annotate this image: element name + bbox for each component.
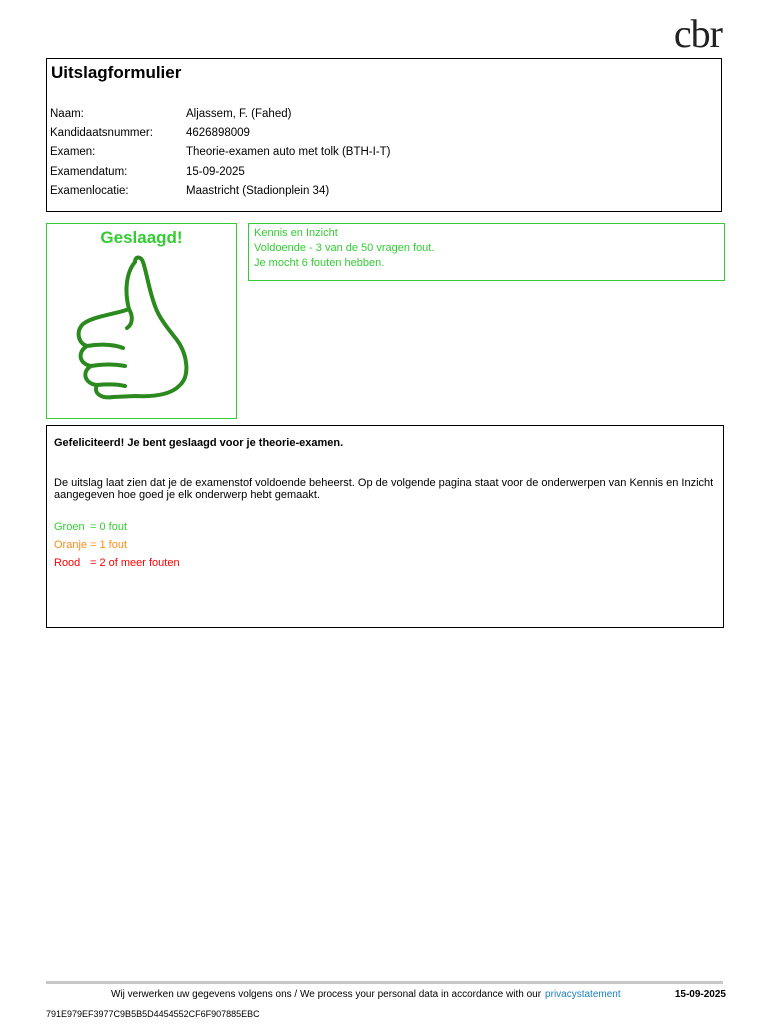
candidate-info-box bbox=[46, 58, 722, 212]
kennis-allowed: Je mocht 6 fouten hebben. bbox=[254, 257, 385, 269]
message-body: De uitslag laat zien dat je de examenstof voldoende beheerst. Op de volgende pagina staat voor de onderwerpen van Kennis en Inzicht aangegeven hoe goed je elk onderwerp hebt gemaakt. bbox=[54, 477, 714, 501]
info-label: Examen: bbox=[50, 146, 96, 158]
legend-item-rood bbox=[54, 557, 180, 569]
document-hash: 791E979EF3977C9B5B5D4454552CF6F907885EBC bbox=[46, 1009, 260, 1019]
cbr-logo: cbr bbox=[673, 11, 722, 56]
footer-privacy-text bbox=[111, 989, 621, 1000]
thumbs-up-icon bbox=[73, 254, 198, 402]
kennis-score: Voldoende - 3 van de 50 vragen fout. bbox=[254, 242, 435, 254]
message-box bbox=[46, 425, 724, 628]
legend-desc: = 1 fout bbox=[90, 539, 128, 551]
form-title: Uitslagformulier bbox=[51, 63, 182, 82]
info-row-examendatum bbox=[50, 165, 245, 179]
info-row-naam bbox=[50, 107, 291, 121]
info-value: Theorie-examen auto met tolk (BTH-I-T) bbox=[186, 146, 391, 158]
legend-item-groen bbox=[54, 521, 127, 533]
footer-divider bbox=[46, 981, 723, 984]
message-heading: Gefeliciteerd! Je bent geslaagd voor je theorie-examen. bbox=[54, 437, 344, 449]
result-title: Geslaagd! bbox=[100, 228, 183, 247]
legend-name: Groen bbox=[54, 521, 85, 533]
info-label: Examenlocatie: bbox=[50, 185, 129, 197]
kennis-title: Kennis en Inzicht bbox=[254, 227, 338, 239]
info-value: 4626898009 bbox=[186, 127, 250, 139]
info-label: Kandidaatsnummer: bbox=[50, 127, 153, 139]
info-label: Naam: bbox=[50, 108, 84, 120]
kennis-result-box bbox=[248, 223, 725, 281]
info-value: Maastricht (Stadionplein 34) bbox=[186, 185, 330, 197]
legend-name: Rood bbox=[54, 557, 81, 569]
legend-desc: = 2 of meer fouten bbox=[90, 557, 180, 569]
legend-desc: = 0 fout bbox=[90, 521, 128, 533]
privacy-statement-link[interactable]: privacystatement bbox=[545, 989, 621, 1000]
legend-name: Oranje bbox=[54, 539, 88, 551]
info-row-examenlocatie bbox=[50, 184, 329, 198]
info-label: Examendatum: bbox=[50, 166, 128, 178]
result-box bbox=[46, 223, 237, 419]
footer-text: Wij verwerken uw gegevens volgens ons / We process your personal data in accordance with our bbox=[111, 989, 542, 1000]
info-value: 15-09-2025 bbox=[186, 166, 245, 178]
footer-date: 15-09-2025 bbox=[674, 989, 726, 1000]
legend-item-oranje bbox=[54, 539, 127, 551]
info-row-kandidaatsnummer bbox=[50, 126, 250, 140]
info-row-examen bbox=[50, 145, 391, 159]
info-value: Aljassem, F. (Fahed) bbox=[186, 108, 292, 120]
